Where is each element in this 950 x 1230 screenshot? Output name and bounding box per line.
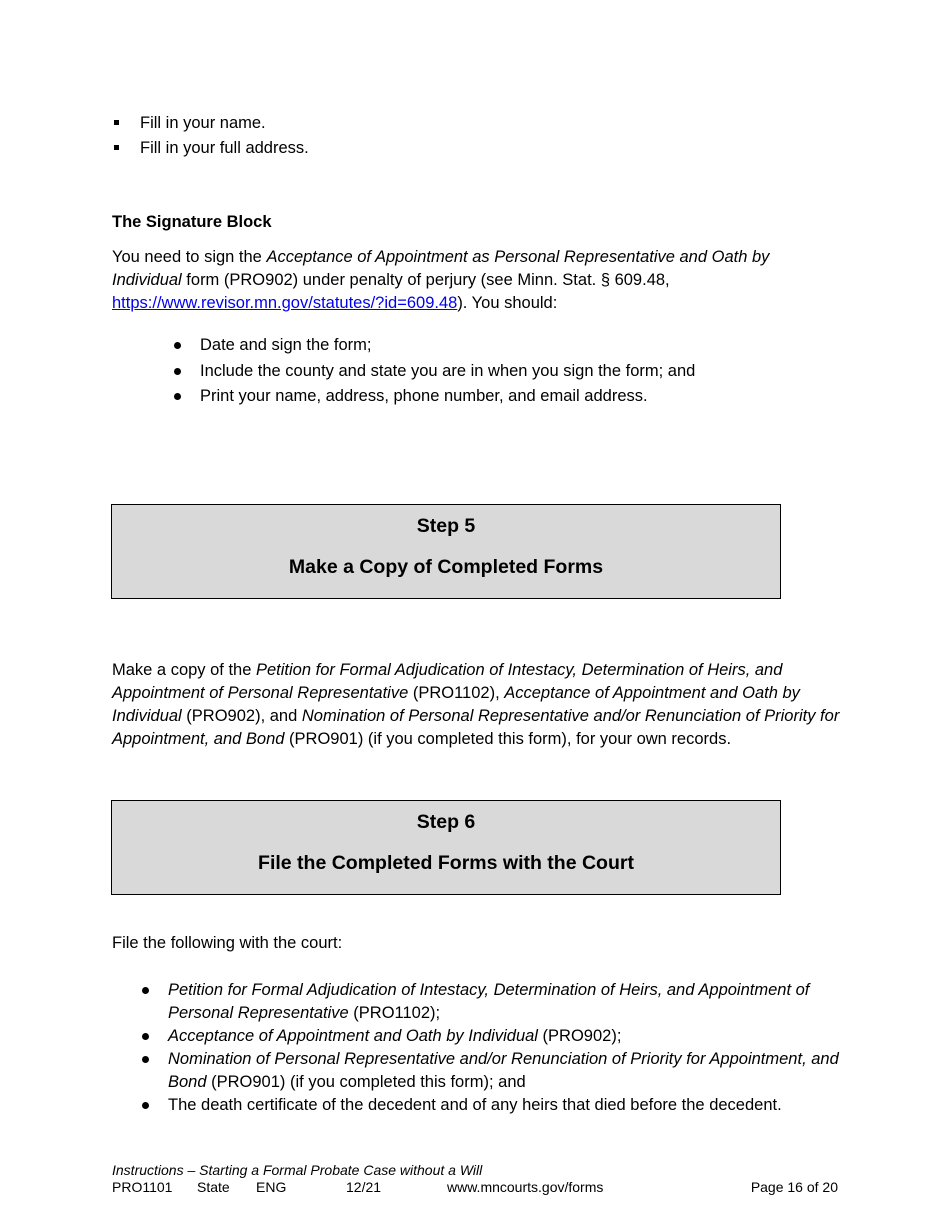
footer-website: www.mncourts.gov/forms [447,1179,604,1195]
form-name: Nomination of Personal Representative and/or Renunciation of Priority for Appointment, and Bond [112,707,840,748]
step-title: Make a Copy of Completed Forms [288,556,604,578]
text-run: The death certificate of the decedent and of any heirs that died before the decedent. [168,1096,782,1114]
footer-language: ENG [256,1179,287,1195]
footer-title: Instructions – Starting a Formal Probate Case without a Will [112,1162,483,1178]
step-title: File the Completed Forms with the Court [258,852,634,874]
text-run: (PRO901) (if you completed this form); and [206,1073,526,1091]
text-run: (PRO1102); [348,1004,441,1022]
footer-page-number: Page 16 of 20 [750,1179,838,1195]
statute-link[interactable]: https://www.revisor.mn.gov/statutes/?id=609.48 [112,294,458,312]
step-6-box [111,800,781,895]
form-name: Nomination of Personal Representative and/or Renunciation of Priority for Appointment, and Bond [168,1050,839,1091]
step-number: Step 5 [416,515,476,537]
address-instructions-list [112,111,812,160]
list-item: Print your name, address, phone number, and email address. [172,385,812,411]
text-run: form (PRO902) under penalty of perjury (see Minn. Stat. § 609.48, [181,271,670,289]
list-item [140,1048,840,1094]
list-item: Include the county and state you are in when you sign the form; and [172,360,812,386]
signature-steps-list [172,334,812,411]
text-run: ). You should: [457,294,558,312]
form-name: Acceptance of Appointment as Personal Representative and Oath by Individual [112,248,770,289]
copy-forms-paragraph [112,659,852,751]
list-item [140,1025,840,1048]
file-forms-intro: File the following with the court: [112,934,343,952]
text-run: (PRO902); [537,1027,622,1045]
footer-date: 12/21 [346,1179,382,1195]
text-run: (PRO901) (if you completed this form), for your own records. [284,730,732,748]
page-footer [112,1162,838,1196]
footer-form-id: PRO1101 [112,1179,173,1195]
text-run: (PRO1102), [408,684,505,702]
list-item: Fill in your full address. [112,136,812,161]
file-forms-list [140,979,840,1117]
text-run: Make a copy of the [112,661,256,679]
form-name: Petition for Formal Adjudication of Intestacy, Determination of Heirs, and Appointment of Personal Representative [112,661,783,702]
form-name: Petition for Formal Adjudication of Intestacy, Determination of Heirs, and Appointment of Personal Representative [168,981,810,1022]
signature-block-heading: The Signature Block [112,213,272,231]
step-5-box [111,504,781,599]
form-name: Acceptance of Appointment and Oath by Individual [112,684,800,725]
list-item [140,1094,840,1117]
signature-paragraph [112,246,842,315]
step-number: Step 6 [416,811,476,833]
footer-jurisdiction: State [197,1179,230,1195]
form-name: Acceptance of Appointment and Oath by Individual [168,1027,538,1045]
list-item [140,979,840,1025]
list-item: Date and sign the form; [172,334,812,360]
text-run: (PRO902), and [181,707,302,725]
footer-meta [112,1179,838,1196]
list-item: Fill in your name. [112,111,812,136]
text-run: You need to sign the [112,248,267,266]
